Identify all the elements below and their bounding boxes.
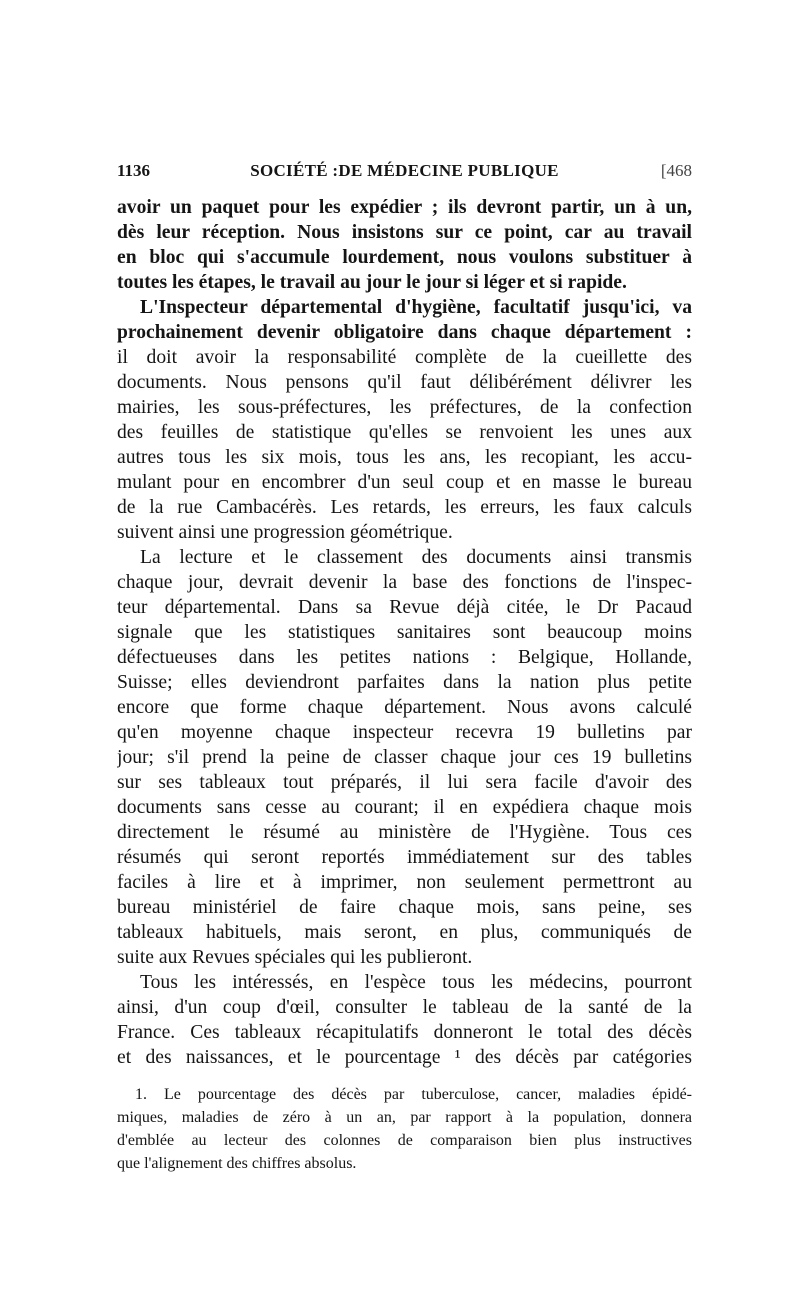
footnote-line: 1. Le pourcentage des décès par tuberculose, cancer, maladies épidé- (135, 1086, 692, 1103)
text-line: jour; s'il prend la peine de classer chaque jour ces 19 bulletins (117, 747, 692, 768)
footnote-line: que l'alignement des chiffres absolus. (117, 1155, 357, 1172)
text-line: résumés qui seront reportés immédiatement sur des tables (117, 847, 692, 868)
running-title: SOCIÉTÉ :DE MÉDECINE PUBLIQUE (250, 161, 559, 180)
text-line: autres tous les six mois, tous les ans, les recopiant, les accu- (117, 447, 692, 468)
text-line: dès leur réception. Nous insistons sur ce point, car au travail (117, 222, 692, 243)
text-line: documents sans cesse au courant; il en expédiera chaque mois (117, 797, 692, 818)
text-line: défectueuses dans les petites nations : Belgique, Hollande, (117, 647, 692, 668)
text-line: des feuilles de statistique qu'elles se renvoient les unes aux (117, 422, 692, 443)
page-reference: [468 (660, 161, 692, 180)
text-line: La lecture et le classement des documents ainsi transmis (140, 547, 692, 568)
text-line: bureau ministériel de faire chaque mois, sans peine, ses (117, 897, 692, 918)
text-line: prochainement devenir obligatoire dans chaque département : (117, 322, 692, 343)
text-line: signale que les statistiques sanitaires sont beaucoup moins (117, 622, 692, 643)
text-line: sur ses tableaux tout préparés, il lui sera facile d'avoir des (117, 772, 692, 793)
text-line: chaque jour, devrait devenir la base des fonctions de l'inspec- (117, 572, 692, 593)
text-line: ainsi, d'un coup d'œil, consulter le tableau de la santé de la (117, 997, 692, 1018)
text-line: France. Ces tableaux récapitulatifs donneront le total des décès (117, 1022, 692, 1043)
text-line: toutes les étapes, le travail au jour le jour si léger et si rapide. (117, 272, 627, 293)
text-line: teur départemental. Dans sa Revue déjà citée, le Dr Pacaud (117, 597, 692, 618)
text-line: avoir un paquet pour les expédier ; ils devront partir, un à un, (117, 197, 692, 218)
text-line: Suisse; elles deviendront parfaites dans la nation plus petite (117, 672, 692, 693)
text-line: encore que forme chaque département. Nous avons calculé (117, 697, 692, 718)
text-line: en bloc qui s'accumule lourdement, nous voulons substituer à (117, 247, 692, 268)
text-line: tableaux habituels, mais seront, en plus, communiqués de (117, 922, 692, 943)
page-number: 1136 (117, 161, 151, 180)
text-line: il doit avoir la responsabilité complète de la cueillette des (117, 347, 692, 368)
footnote-line: miques, maladies de zéro à un an, par rapport à la population, donnera (117, 1109, 692, 1126)
page-header (117, 160, 692, 182)
text-line: Tous les intéressés, en l'espèce tous les médecins, pourront (140, 972, 692, 993)
body-text (117, 195, 692, 1070)
text-line: suite aux Revues spéciales qui les publieront. (117, 947, 473, 968)
footnotes (117, 1083, 692, 1175)
text-line: mulant pour en encombrer d'un seul coup et en masse le bureau (117, 472, 692, 493)
text-line: de la rue Cambacérès. Les retards, les erreurs, les faux calculs (117, 497, 692, 518)
text-line: suivent ainsi une progression géométrique. (117, 522, 453, 543)
text-line: et des naissances, et le pourcentage ¹ des décès par catégories (117, 1047, 692, 1068)
text-line: qu'en moyenne chaque inspecteur recevra 19 bulletins par (117, 722, 692, 743)
text-line: directement le résumé au ministère de l'Hygiène. Tous ces (117, 822, 692, 843)
text-line: documents. Nous pensons qu'il faut délibérément délivrer les (117, 372, 692, 393)
footnote-line: d'emblée au lecteur des colonnes de comparaison bien plus instructives (117, 1132, 692, 1149)
text-line: mairies, les sous-préfectures, les préfectures, de la confection (117, 397, 692, 418)
text-line: faciles à lire et à imprimer, non seulement permettront au (117, 872, 692, 893)
text-line: L'Inspecteur départemental d'hygiène, facultatif jusqu'ici, va (140, 297, 692, 318)
